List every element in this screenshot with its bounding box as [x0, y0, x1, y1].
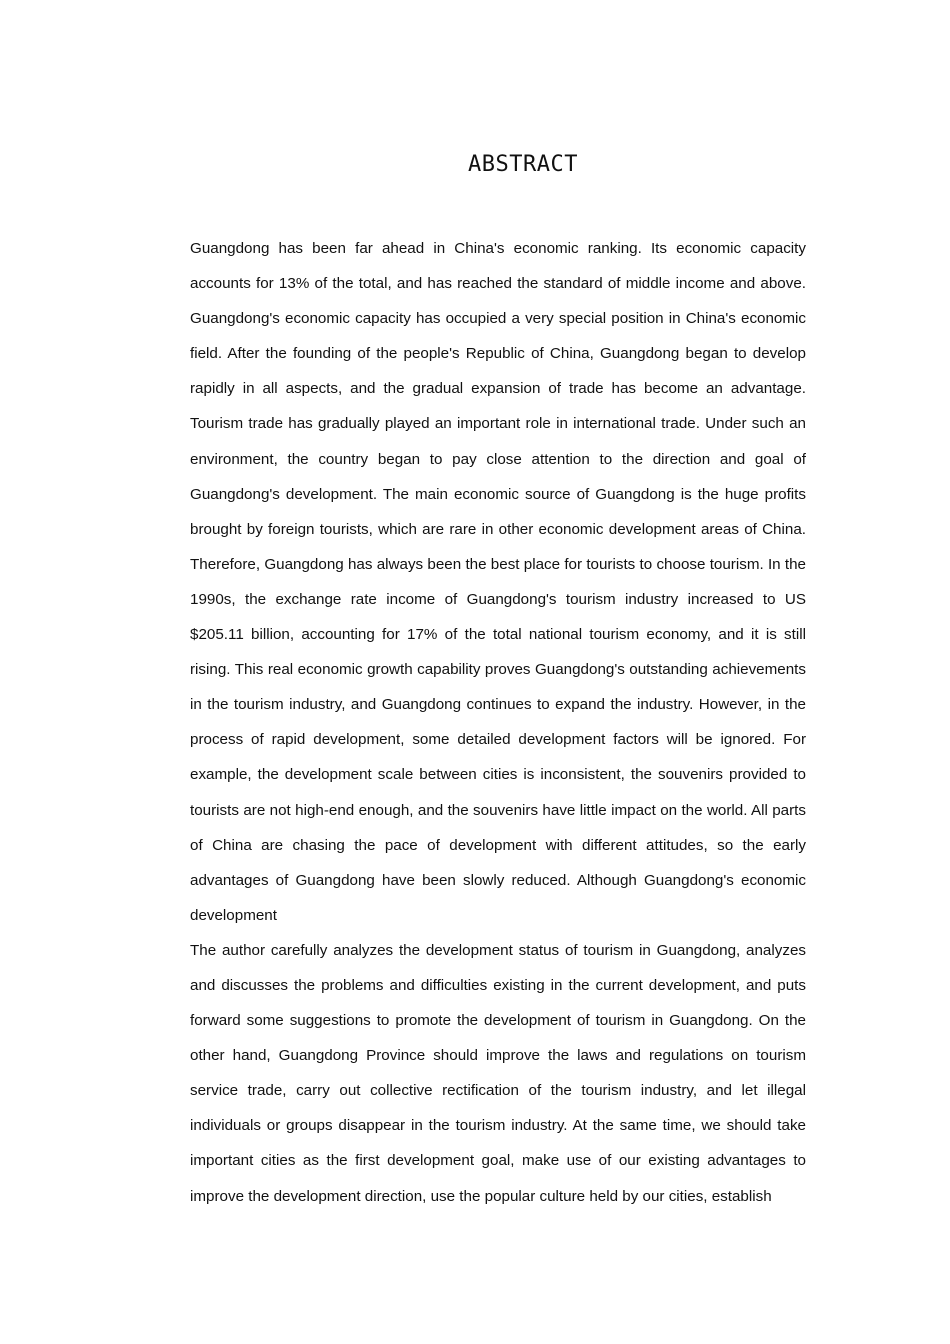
abstract-body [190, 231, 806, 1214]
abstract-paragraph-1: Guangdong has been far ahead in China's economic ranking. Its economic capacity accounts for 13% of the total, and has reached the standard of middle income and above. Guangdong's economic capacity has occupied a very special position in China's economic field. After the founding of the people's Republic of China, Guangdong began to develop rapidly in all aspects, and the gradual expansion of trade has become an advantage. Tourism trade has gradually played an important role in international trade. Under such an environment, the country began to pay close attention to the direction and goal of Guangdong's development. The main economic source of Guangdong is the huge profits brought by foreign tourists, which are rare in other economic development areas of China. Therefore, Guangdong has always been the best place for tourists to choose tourism. In the 1990s, the exchange rate income of Guangdong's tourism industry increased to US $205.11 billion, accounting for 17% of the total national tourism economy, and it is still rising. This real economic growth capability proves Guangdong's outstanding achievements in the tourism industry, and Guangdong continues to expand the industry. However, in the process of rapid development, some detailed development factors will be ignored. For example, the development scale between cities is inconsistent, the souvenirs provided to tourists are not high-end enough, and the souvenirs have little impact on the world. All parts of China are chasing the pace of development with different attitudes, so the early advantages of Guangdong have been slowly reduced. Although Guangdong's economic development [190, 240, 806, 924]
page-title: ABSTRACT [468, 152, 578, 177]
abstract-paragraph-2: The author carefully analyzes the development status of tourism in Guangdong, analyzes and discusses the problems and difficulties existing in the current development, and puts forward some suggestions to promote the development of tourism in Guangdong. On the other hand, Guangdong Province should improve the laws and regulations on tourism service trade, carry out collective rectification of the tourism industry, and let illegal individuals or groups disappear in the tourism industry. At the same time, we should take important cities as the first development goal, make use of our existing advantages to improve the development direction, use the popular culture held by our cities, establish [190, 941, 806, 1205]
